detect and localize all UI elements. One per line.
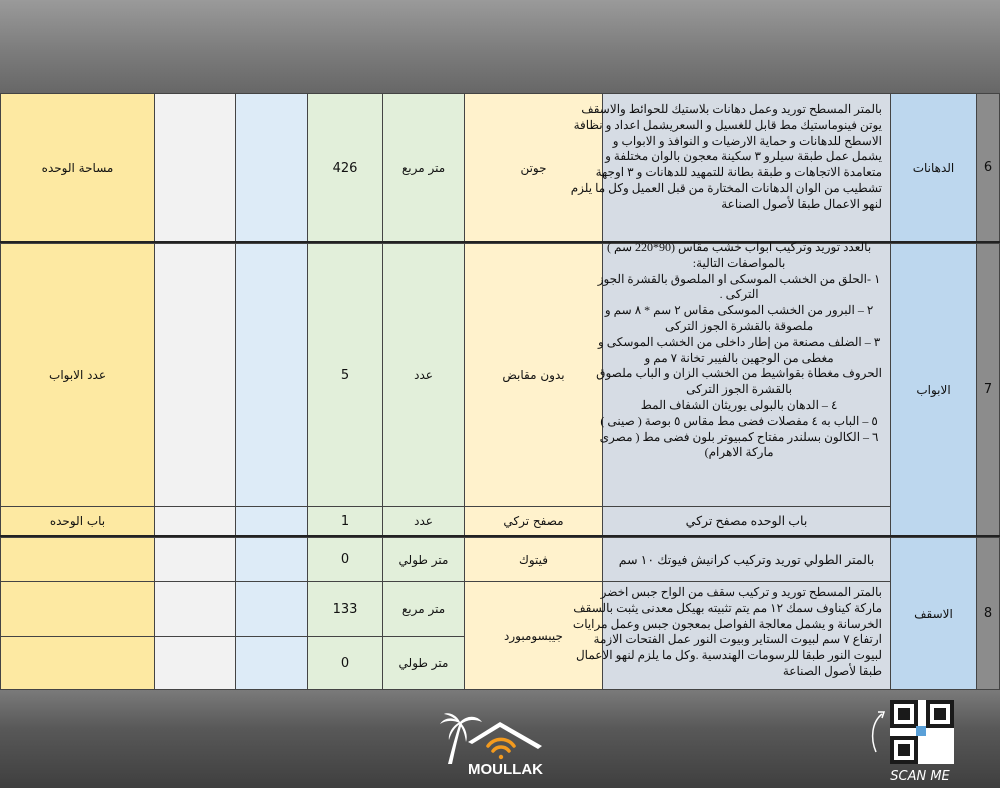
description-text: بالمتر الطولي توريد وتركيب كرانيش فيوتك ١٠ سم bbox=[618, 552, 875, 567]
row-number-text: 8 bbox=[983, 606, 993, 621]
qty-text: 426 bbox=[332, 161, 358, 176]
unit-text: متر مربع bbox=[401, 160, 446, 175]
brand-text: جوتن bbox=[520, 160, 547, 175]
unit-text: عدد bbox=[414, 368, 433, 382]
description-line: بالمواصفات التالية: bbox=[692, 255, 786, 270]
description-line: بالمتر المسطح توريد و تركيب سقف من الواح جبس اخضر bbox=[600, 585, 882, 599]
brand-text: فيتوك bbox=[518, 552, 549, 567]
cell-quantity[interactable] bbox=[307, 506, 383, 536]
description-line: متعامدة الاتجاهات و طبقة بطانة للتمهيد للدهانات و ٣ اوجهة bbox=[595, 165, 882, 180]
cell-empty[interactable] bbox=[235, 581, 308, 637]
description-line: بالقشرة الجوز التركى bbox=[686, 382, 793, 397]
qty-text: 0 bbox=[340, 552, 350, 567]
basis-text: باب الوحده bbox=[49, 514, 106, 528]
item-text: الاسقف bbox=[914, 606, 953, 621]
cell-brand[interactable] bbox=[464, 537, 603, 582]
basis-text: عدد الابواب bbox=[49, 368, 106, 382]
cell-quantity[interactable] bbox=[307, 243, 383, 507]
cell-brand[interactable] bbox=[464, 243, 603, 507]
description-line: ٥ – الباب به ٤ مفصلات فضى مط مقاس ٥ بوصة ( صينى ) bbox=[600, 413, 878, 428]
wifi-icon bbox=[488, 739, 514, 759]
description-line: لبيوت النور طبقا للرسومات الهندسية .وكل ما يلزم لنهو الاعمال bbox=[575, 648, 882, 663]
qr-module bbox=[934, 708, 946, 720]
description-line: الخرسانة و يشمل معالجة الفواصل بمعجون جبس وعمل مرايات bbox=[572, 616, 882, 631]
header-band bbox=[0, 0, 1000, 93]
item-text: الابواب bbox=[916, 382, 951, 397]
arrow-icon bbox=[873, 714, 882, 752]
cell-basis[interactable] bbox=[0, 537, 155, 582]
cell-unit[interactable] bbox=[382, 537, 465, 582]
cell-row-number[interactable] bbox=[976, 537, 1000, 690]
unit-text: متر طولي bbox=[398, 656, 449, 670]
description-lines bbox=[573, 585, 882, 680]
cell-basis[interactable] bbox=[0, 636, 155, 690]
qr-module bbox=[898, 744, 910, 756]
brand-text: جيبسومبورد bbox=[504, 628, 563, 643]
cell-basis[interactable] bbox=[0, 581, 155, 637]
cell-unit[interactable] bbox=[382, 636, 465, 690]
description-line: ٢ – البرور من الخشب الموسكى مقاس ٢ سم * ٨ سم و bbox=[604, 303, 874, 318]
cell-brand[interactable] bbox=[464, 506, 603, 536]
qr-code[interactable] bbox=[868, 698, 960, 784]
spreadsheet bbox=[0, 93, 1000, 690]
cell-empty[interactable] bbox=[154, 506, 236, 536]
cell-item[interactable] bbox=[890, 93, 977, 242]
basis-text: مساحة الوحده bbox=[41, 160, 114, 175]
cell-quantity[interactable] bbox=[307, 537, 383, 582]
description-line: ٤ – الدهان بالبولى يوريثان الشفاف المط bbox=[640, 397, 838, 412]
cell-quantity[interactable] bbox=[307, 581, 383, 637]
cell-empty[interactable] bbox=[154, 243, 236, 507]
cell-description[interactable] bbox=[602, 506, 891, 536]
cell-basis[interactable] bbox=[0, 506, 155, 536]
cell-description[interactable] bbox=[602, 537, 891, 582]
qr-center-icon bbox=[916, 726, 926, 736]
cell-empty[interactable] bbox=[235, 93, 308, 242]
qr-module bbox=[898, 708, 910, 720]
description-line: ماركة كيناوف سمك ١٢ مم يتم تثبيته بهيكل معدنى يثبت بالسقف bbox=[573, 600, 882, 615]
item-text: الدهانات bbox=[912, 160, 955, 175]
house-roof-icon bbox=[468, 722, 542, 749]
description-line: بالمتر المسطح توريد وعمل دهانات بلاستيك للحوائط والاسقف bbox=[581, 102, 882, 116]
cell-unit[interactable] bbox=[382, 506, 465, 536]
cell-unit[interactable] bbox=[382, 93, 465, 242]
brand-name: MOULLAK bbox=[468, 761, 543, 778]
qty-text: 5 bbox=[340, 367, 350, 383]
cell-empty[interactable] bbox=[235, 636, 308, 690]
description-line: الاسطح للدهانات و حماية الارضيات و النوافذ و الابواب و bbox=[612, 133, 882, 148]
cell-unit[interactable] bbox=[382, 243, 465, 507]
description-line: الحروف مغطاة بقواشيط من الخشب الزان و الباب ملصوق bbox=[596, 366, 882, 381]
cell-empty[interactable] bbox=[235, 537, 308, 582]
description-line: لنهو الاعمال طبقا لأصول الصناعة bbox=[721, 196, 882, 211]
description-line: التركى . bbox=[719, 287, 759, 302]
unit-text: متر مربع bbox=[401, 602, 446, 616]
cell-quantity[interactable] bbox=[307, 636, 383, 690]
row-number-text: 7 bbox=[983, 382, 993, 397]
qty-text: 133 bbox=[332, 601, 358, 617]
cell-row-number[interactable] bbox=[976, 243, 1000, 536]
cell-empty[interactable] bbox=[235, 506, 308, 536]
unit-text: عدد bbox=[414, 514, 433, 528]
cell-description[interactable] bbox=[572, 581, 891, 690]
qty-text: 1 bbox=[340, 513, 350, 529]
cell-empty[interactable] bbox=[154, 93, 236, 242]
cell-basis[interactable] bbox=[0, 243, 155, 507]
description-line: ارتفاع ٧ سم لبيوت الستاير وبيوت النور عمل الفتحات الازمة bbox=[593, 632, 882, 647]
cell-description[interactable] bbox=[570, 93, 891, 242]
description-line: يوتن فينوماستيك مط قابل للغسيل و السعريشمل اعداد و نظافة bbox=[573, 117, 882, 132]
description-line: طبقا لأصول الصناعة bbox=[782, 663, 882, 678]
description-line: ملصوقة بالقشرة الجوز التركى bbox=[664, 318, 814, 333]
cell-description[interactable] bbox=[596, 240, 891, 507]
description-line: يشمل عمل طبقة سيلرو ٣ سكينة معجون بالوان مختلفة و bbox=[605, 149, 882, 164]
scan-me-label: SCAN ME bbox=[890, 769, 950, 784]
cell-unit[interactable] bbox=[382, 581, 465, 637]
cell-item[interactable] bbox=[890, 537, 977, 690]
cell-empty[interactable] bbox=[154, 581, 236, 637]
brand-text: مصفح تركي bbox=[503, 514, 564, 528]
description-lines bbox=[571, 102, 882, 213]
row-number-text: 6 bbox=[983, 160, 993, 175]
cell-empty[interactable] bbox=[154, 537, 236, 582]
description-line: ماركة الاهرام) bbox=[704, 445, 774, 460]
cell-item[interactable] bbox=[890, 243, 977, 536]
description-line: ٣ – الضلف مصنعة من إطار داخلى من الخشب الموسكى و bbox=[597, 334, 881, 349]
cell-row-number[interactable] bbox=[976, 93, 1000, 242]
description-text: باب الوحده مصفح تركي bbox=[685, 514, 808, 528]
description-line: تشطيب من الوان الدهانات المختارة من قبل العميل وكل ما يلزم bbox=[570, 180, 882, 195]
description-lines bbox=[596, 240, 882, 461]
unit-text: متر طولي bbox=[398, 552, 449, 567]
description-line: ٦ – الكالون بسلندر مفتاح كمبيوتر بلون فضى مط ( مصرى bbox=[599, 429, 879, 444]
cell-basis[interactable] bbox=[0, 93, 155, 242]
cell-quantity[interactable] bbox=[307, 93, 383, 242]
description-line: مغطى من الوجهين بالفيبر تخانة ٧ مم و bbox=[644, 350, 834, 365]
cell-empty[interactable] bbox=[235, 243, 308, 507]
qty-text: 0 bbox=[340, 655, 350, 671]
brand-text: بدون مقابض bbox=[502, 368, 565, 382]
moullak-logo bbox=[438, 712, 562, 778]
description-line: بالعدد توريد وتركيب ابواب خشب مقاس (90*220 سم ) bbox=[606, 240, 872, 254]
cell-empty[interactable] bbox=[154, 636, 236, 690]
description-line: ١ -الحلق من الخشب الموسكى او الملصوق بالقشرة الجوز bbox=[597, 271, 881, 286]
